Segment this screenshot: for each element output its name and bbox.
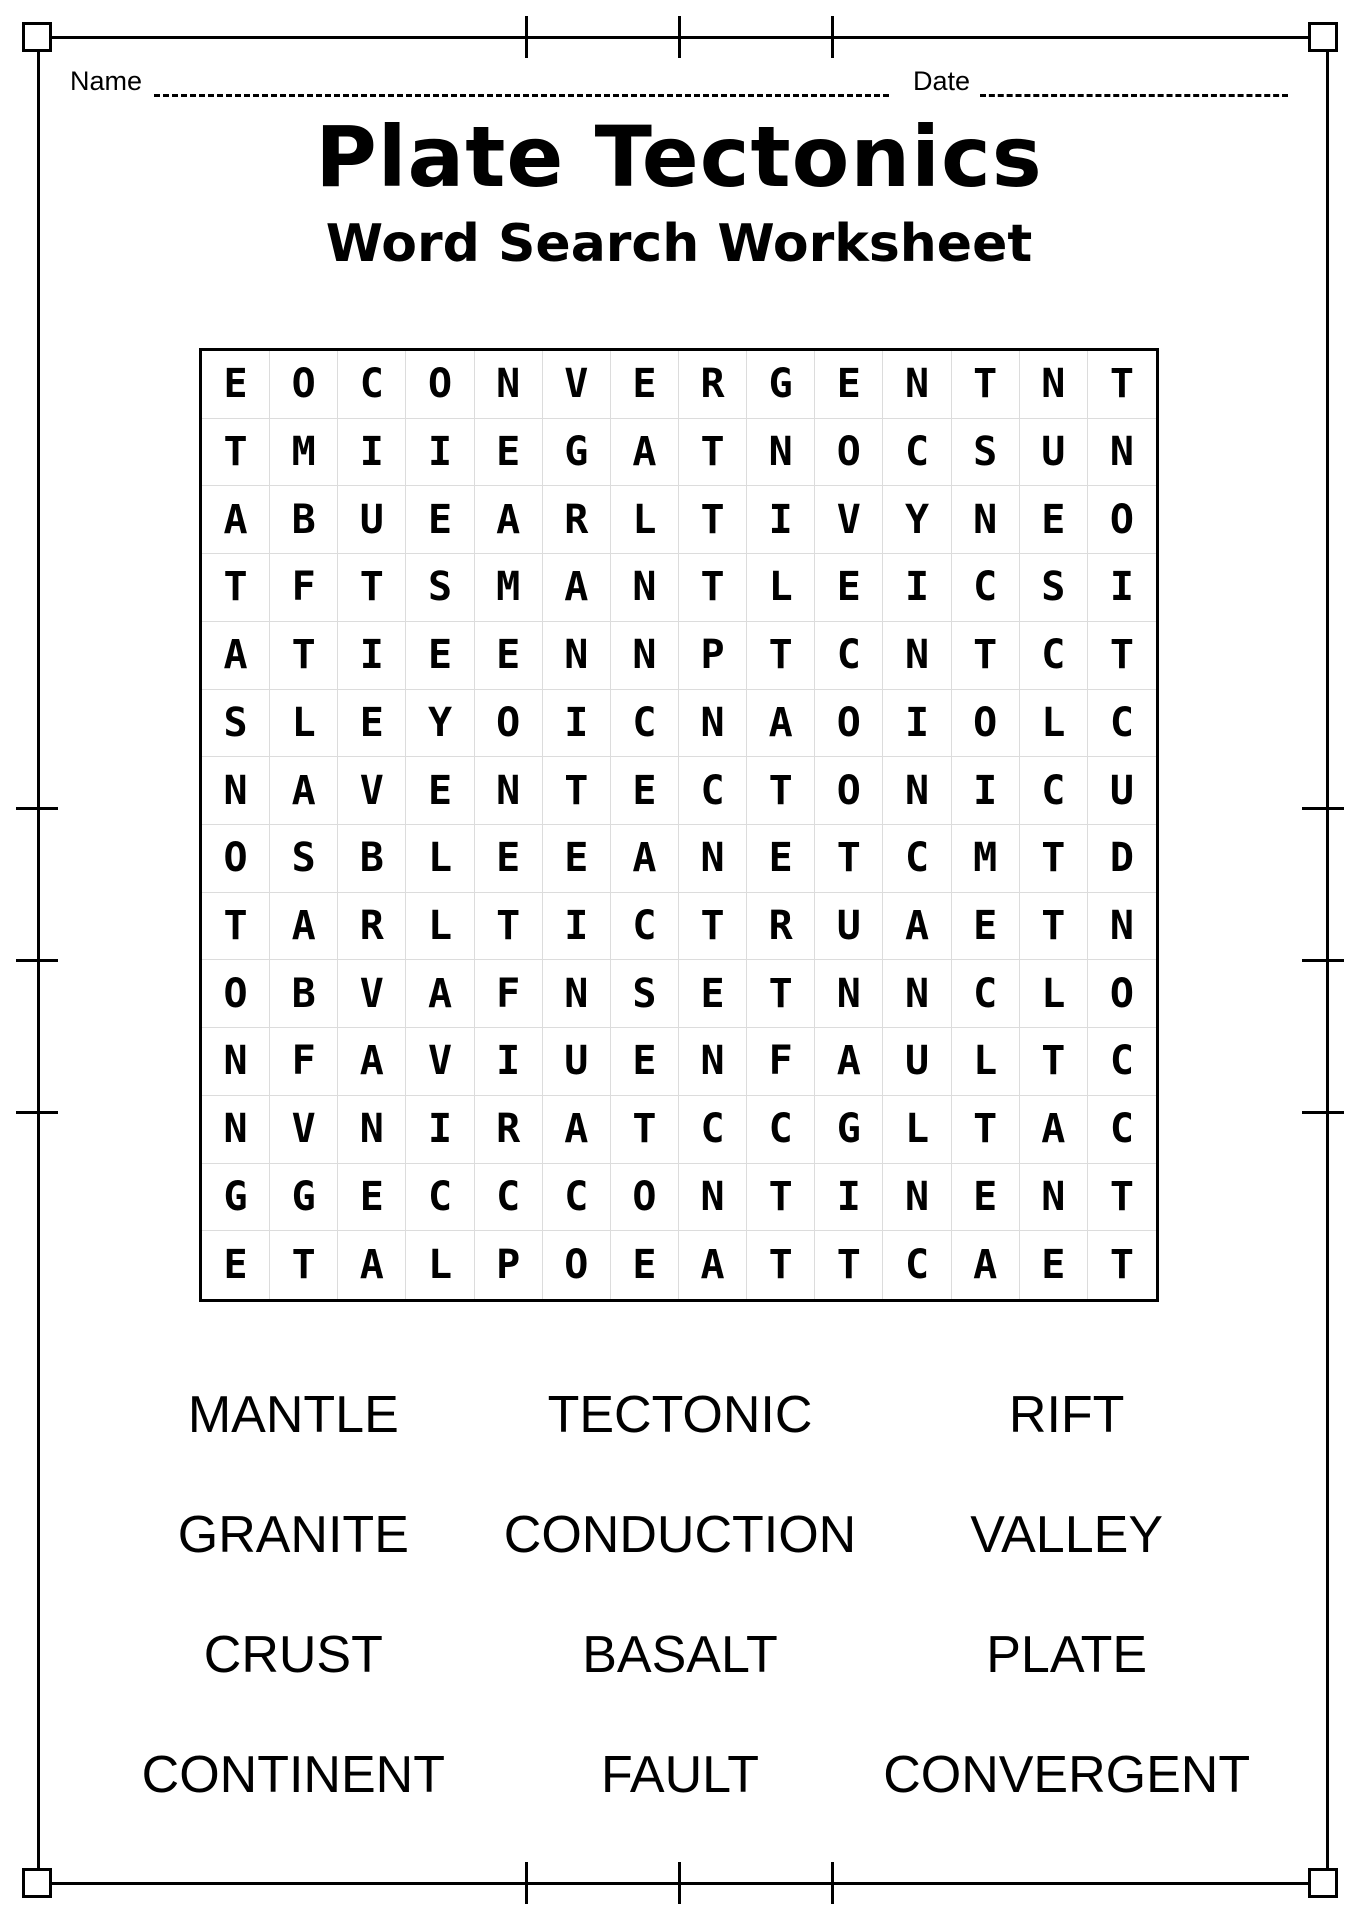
- word-list-item: CONDUCTION: [503, 1506, 857, 1564]
- corner-square-bottom-left: [22, 1868, 52, 1898]
- grid-cell[interactable]: L: [406, 1231, 474, 1299]
- grid-cell[interactable]: O: [202, 825, 270, 893]
- grid-cell[interactable]: E: [202, 351, 270, 419]
- grid-cell[interactable]: L: [1020, 960, 1088, 1028]
- word-list-item: CRUST: [203, 1626, 383, 1684]
- grid-cell[interactable]: L: [406, 825, 474, 893]
- grid-cell[interactable]: M: [952, 825, 1020, 893]
- grid-cell[interactable]: T: [679, 486, 747, 554]
- grid-cell[interactable]: T: [202, 419, 270, 487]
- grid-cell[interactable]: U: [338, 486, 406, 554]
- grid-cell[interactable]: C: [1020, 757, 1088, 825]
- grid-cell[interactable]: C: [883, 825, 951, 893]
- word-list-item: CONTINENT: [141, 1746, 445, 1804]
- grid-cell[interactable]: F: [475, 960, 543, 1028]
- grid-cell[interactable]: S: [406, 554, 474, 622]
- grid-cell[interactable]: G: [747, 351, 815, 419]
- grid-cell[interactable]: T: [815, 825, 883, 893]
- grid-cell[interactable]: V: [338, 960, 406, 1028]
- grid-cell[interactable]: F: [747, 1028, 815, 1096]
- grid-cell[interactable]: A: [475, 486, 543, 554]
- word-list-item: CONVERGENT: [883, 1746, 1251, 1804]
- grid-cell[interactable]: S: [952, 419, 1020, 487]
- grid-cell[interactable]: A: [611, 419, 679, 487]
- grid-cell[interactable]: O: [543, 1231, 611, 1299]
- grid-cell[interactable]: N: [883, 622, 951, 690]
- grid-cell[interactable]: V: [338, 757, 406, 825]
- grid-cell[interactable]: T: [1088, 622, 1156, 690]
- grid-cell[interactable]: C: [952, 960, 1020, 1028]
- name-label: Name: [70, 66, 143, 96]
- grid-cell[interactable]: E: [338, 690, 406, 758]
- grid-cell[interactable]: N: [747, 419, 815, 487]
- grid-cell[interactable]: N: [338, 1096, 406, 1164]
- grid-cell[interactable]: I: [747, 486, 815, 554]
- grid-cell[interactable]: T: [270, 622, 338, 690]
- grid-cell[interactable]: C: [475, 1164, 543, 1232]
- word-list-item: RIFT: [1008, 1386, 1125, 1444]
- grid-cell[interactable]: E: [406, 757, 474, 825]
- grid-cell[interactable]: Y: [406, 690, 474, 758]
- grid-cell[interactable]: T: [1020, 1028, 1088, 1096]
- grid-cell[interactable]: T: [952, 1096, 1020, 1164]
- grid-cell[interactable]: T: [338, 554, 406, 622]
- name-date-row: [70, 66, 1290, 100]
- word-search-grid: [199, 348, 1159, 1302]
- grid-cell[interactable]: A: [202, 486, 270, 554]
- grid-cell[interactable]: U: [1020, 419, 1088, 487]
- border-tick: [678, 16, 681, 58]
- grid-cell[interactable]: A: [338, 1028, 406, 1096]
- grid-cell[interactable]: T: [747, 1164, 815, 1232]
- border-tick: [16, 1111, 58, 1114]
- grid-cell[interactable]: I: [475, 1028, 543, 1096]
- grid-cell[interactable]: C: [883, 419, 951, 487]
- grid-cell[interactable]: L: [747, 554, 815, 622]
- grid-cell[interactable]: O: [815, 690, 883, 758]
- grid-cell[interactable]: T: [1109, 1242, 1134, 1289]
- border-tick: [525, 1862, 528, 1904]
- border-tick: [1302, 807, 1344, 810]
- word-list-item: MANTLE: [187, 1386, 399, 1444]
- word-bank: [100, 1385, 1260, 1865]
- corner-square-top-left: [22, 22, 52, 52]
- grid-cell[interactable]: T: [270, 1231, 338, 1299]
- border-tick: [525, 16, 528, 58]
- grid-cell[interactable]: G: [543, 419, 611, 487]
- grid-cell[interactable]: O: [1088, 960, 1156, 1028]
- grid-cell[interactable]: T: [611, 1096, 679, 1164]
- grid-cell[interactable]: T: [679, 554, 747, 622]
- grid-cell[interactable]: U: [1088, 757, 1156, 825]
- grid-cell[interactable]: E: [815, 351, 883, 419]
- grid-cell[interactable]: N: [883, 757, 951, 825]
- grid-cell[interactable]: N: [1088, 419, 1156, 487]
- grid-cell[interactable]: E: [406, 486, 474, 554]
- grid-cell[interactable]: V: [815, 486, 883, 554]
- grid-cell[interactable]: N: [883, 960, 951, 1028]
- word-list-item: BASALT: [582, 1626, 778, 1684]
- grid-cell[interactable]: G: [202, 1164, 270, 1232]
- grid-cell[interactable]: I: [338, 419, 406, 487]
- grid-cell[interactable]: P: [475, 1231, 543, 1299]
- grid-cell[interactable]: I: [815, 1164, 883, 1232]
- grid-cell[interactable]: P: [679, 622, 747, 690]
- word-list-item: FAULT: [601, 1746, 759, 1804]
- grid-cell[interactable]: M: [475, 554, 543, 622]
- grid-cell[interactable]: N: [543, 960, 611, 1028]
- grid-cell[interactable]: N: [202, 1096, 270, 1164]
- grid-cell[interactable]: A: [952, 1231, 1020, 1299]
- grid-cell[interactable]: Y: [883, 486, 951, 554]
- grid-cell[interactable]: O: [475, 690, 543, 758]
- grid-cell[interactable]: C: [1020, 622, 1088, 690]
- grid-cell[interactable]: E: [338, 1164, 406, 1232]
- grid-cell[interactable]: N: [611, 622, 679, 690]
- grid-cell[interactable]: R: [475, 1096, 543, 1164]
- grid-cell[interactable]: L: [270, 690, 338, 758]
- grid-cell[interactable]: S: [270, 825, 338, 893]
- grid-cell[interactable]: F: [270, 1028, 338, 1096]
- grid-cell[interactable]: N: [202, 1028, 270, 1096]
- grid-cell[interactable]: A: [883, 893, 951, 961]
- grid-cell[interactable]: I: [406, 1096, 474, 1164]
- grid-cell[interactable]: C: [883, 1231, 951, 1299]
- grid-cell[interactable]: C: [611, 690, 679, 758]
- word-list-item: TECTONIC: [547, 1386, 813, 1444]
- name-field[interactable]: [154, 94, 889, 97]
- date-label: Date: [913, 66, 971, 96]
- grid-cell[interactable]: N: [475, 757, 543, 825]
- grid-cell[interactable]: A: [679, 1231, 747, 1299]
- grid-cell[interactable]: T: [202, 893, 270, 961]
- word-list-item: GRANITE: [177, 1506, 409, 1564]
- grid-cell[interactable]: E: [406, 622, 474, 690]
- grid-cell[interactable]: B: [270, 486, 338, 554]
- grid-cell[interactable]: I: [883, 690, 951, 758]
- grid-cell[interactable]: T: [815, 1231, 883, 1299]
- grid-cell[interactable]: V: [543, 351, 611, 419]
- grid-cell[interactable]: I: [338, 622, 406, 690]
- grid-cell[interactable]: E: [1020, 1231, 1088, 1299]
- word-list-item: VALLEY: [970, 1506, 1164, 1564]
- grid-cell[interactable]: N: [1020, 351, 1088, 419]
- grid-cell[interactable]: C: [1088, 1096, 1156, 1164]
- grid-cell[interactable]: T: [679, 419, 747, 487]
- grid-cell[interactable]: T: [475, 893, 543, 961]
- grid-cell[interactable]: U: [543, 1028, 611, 1096]
- grid-cell[interactable]: I: [883, 554, 951, 622]
- grid-cell[interactable]: T: [543, 757, 611, 825]
- grid-cell[interactable]: V: [270, 1096, 338, 1164]
- grid-cell[interactable]: O: [611, 1164, 679, 1232]
- grid-cell[interactable]: E: [611, 1028, 679, 1096]
- grid-cell[interactable]: L: [406, 893, 474, 961]
- grid-cell[interactable]: T: [679, 893, 747, 961]
- grid-cell[interactable]: S: [1020, 554, 1088, 622]
- grid-cell[interactable]: E: [952, 893, 1020, 961]
- grid-cell[interactable]: R: [338, 893, 406, 961]
- grid-cell[interactable]: G: [815, 1096, 883, 1164]
- grid-cell[interactable]: C: [747, 1096, 815, 1164]
- grid-cell[interactable]: U: [815, 893, 883, 961]
- grid-cell[interactable]: C: [543, 1164, 611, 1232]
- grid-cell[interactable]: E: [747, 825, 815, 893]
- grid-cell[interactable]: E: [611, 1231, 679, 1299]
- grid-cell[interactable]: O: [270, 351, 338, 419]
- grid-cell[interactable]: I: [952, 757, 1020, 825]
- grid-cell[interactable]: F: [270, 554, 338, 622]
- grid-cell[interactable]: E: [1020, 486, 1088, 554]
- date-field[interactable]: [980, 94, 1288, 97]
- grid-cell[interactable]: O: [815, 757, 883, 825]
- grid-cell[interactable]: C: [815, 622, 883, 690]
- grid-cell[interactable]: A: [815, 1028, 883, 1096]
- corner-square-top-right: [1308, 22, 1338, 52]
- grid-cell[interactable]: N: [475, 351, 543, 419]
- grid-cell[interactable]: T: [747, 960, 815, 1028]
- grid-cell[interactable]: O: [952, 690, 1020, 758]
- grid-cell[interactable]: A: [270, 757, 338, 825]
- grid-cell[interactable]: A: [202, 622, 270, 690]
- grid-cell[interactable]: N: [202, 757, 270, 825]
- grid-cell[interactable]: B: [338, 825, 406, 893]
- grid-cell[interactable]: T: [1020, 825, 1088, 893]
- corner-square-bottom-right: [1308, 1868, 1338, 1898]
- grid-cell[interactable]: L: [883, 1096, 951, 1164]
- grid-cell[interactable]: I: [543, 893, 611, 961]
- grid-cell[interactable]: N: [883, 1164, 951, 1232]
- grid-cell[interactable]: A: [543, 554, 611, 622]
- word-list-item: PLATE: [986, 1626, 1148, 1684]
- page-subtitle: Word Search Worksheet: [325, 214, 1033, 274]
- grid-cell[interactable]: E: [815, 554, 883, 622]
- border-tick: [831, 16, 834, 58]
- grid-cell[interactable]: N: [679, 825, 747, 893]
- grid-cell[interactable]: T: [1088, 351, 1156, 419]
- grid-cell[interactable]: B: [270, 960, 338, 1028]
- border-tick: [678, 1862, 681, 1904]
- grid-cell[interactable]: C: [952, 554, 1020, 622]
- grid-cell[interactable]: C: [1088, 690, 1156, 758]
- grid-cell[interactable]: O: [815, 419, 883, 487]
- grid-cell[interactable]: N: [1088, 893, 1156, 961]
- grid-cell[interactable]: M: [270, 419, 338, 487]
- grid-cell[interactable]: T: [952, 351, 1020, 419]
- grid-cell[interactable]: S: [611, 960, 679, 1028]
- grid-cell[interactable]: N: [543, 622, 611, 690]
- grid-cell[interactable]: L: [1020, 690, 1088, 758]
- grid-cell[interactable]: S: [202, 690, 270, 758]
- grid-cell[interactable]: C: [1088, 1028, 1156, 1096]
- grid-cell[interactable]: N: [679, 690, 747, 758]
- border-tick: [16, 959, 58, 962]
- grid-cell[interactable]: E: [952, 1164, 1020, 1232]
- grid-cell[interactable]: A: [747, 690, 815, 758]
- grid-cell[interactable]: C: [338, 351, 406, 419]
- border-tick: [1302, 959, 1344, 962]
- grid-cell[interactable]: E: [202, 1231, 270, 1299]
- grid-cell[interactable]: E: [611, 351, 679, 419]
- grid-cell[interactable]: V: [406, 1028, 474, 1096]
- grid-cell[interactable]: R: [679, 351, 747, 419]
- grid-cell[interactable]: N: [883, 351, 951, 419]
- grid-cell[interactable]: E: [611, 757, 679, 825]
- grid-cell[interactable]: N: [679, 1028, 747, 1096]
- grid-cell[interactable]: C: [611, 893, 679, 961]
- grid-cell[interactable]: I: [543, 690, 611, 758]
- grid-cell[interactable]: C: [679, 757, 747, 825]
- grid-cell[interactable]: T: [1020, 893, 1088, 961]
- grid-cell[interactable]: L: [611, 486, 679, 554]
- grid-cell[interactable]: A: [543, 1096, 611, 1164]
- grid-cell[interactable]: A: [611, 825, 679, 893]
- grid-cell[interactable]: T: [952, 622, 1020, 690]
- grid-cell[interactable]: C: [679, 1096, 747, 1164]
- grid-cell[interactable]: E: [543, 825, 611, 893]
- grid-cell[interactable]: A: [338, 1231, 406, 1299]
- grid-cell[interactable]: I: [406, 419, 474, 487]
- grid-cell[interactable]: O: [202, 960, 270, 1028]
- grid-cell[interactable]: D: [1088, 825, 1156, 893]
- grid-cell[interactable]: N: [952, 486, 1020, 554]
- grid-cell[interactable]: I: [1088, 554, 1156, 622]
- grid-cell[interactable]: N: [1020, 1164, 1088, 1232]
- grid-cell[interactable]: U: [883, 1028, 951, 1096]
- grid-cell[interactable]: N: [611, 554, 679, 622]
- grid-cell[interactable]: O: [1088, 486, 1156, 554]
- grid-cell[interactable]: A: [1020, 1096, 1088, 1164]
- grid-cell[interactable]: A: [270, 893, 338, 961]
- grid-cell[interactable]: E: [475, 622, 543, 690]
- grid-cell[interactable]: C: [406, 1164, 474, 1232]
- grid-cell[interactable]: A: [406, 960, 474, 1028]
- grid-cell[interactable]: T: [747, 1231, 815, 1299]
- grid-cell[interactable]: E: [475, 419, 543, 487]
- border-tick: [16, 807, 58, 810]
- grid-cell[interactable]: N: [815, 960, 883, 1028]
- border-tick: [831, 1862, 834, 1904]
- grid-cell[interactable]: T: [202, 554, 270, 622]
- grid-cell[interactable]: L: [952, 1028, 1020, 1096]
- grid-cell[interactable]: E: [679, 960, 747, 1028]
- grid-cell[interactable]: R: [747, 893, 815, 961]
- grid-cell[interactable]: T: [747, 757, 815, 825]
- page-title: Plate Tectonics: [315, 108, 1043, 206]
- grid-cell[interactable]: O: [406, 351, 474, 419]
- grid-cell[interactable]: E: [475, 825, 543, 893]
- grid-cell[interactable]: R: [543, 486, 611, 554]
- grid-cell[interactable]: G: [270, 1164, 338, 1232]
- grid-cell[interactable]: T: [1088, 1164, 1156, 1232]
- grid-cell[interactable]: N: [679, 1164, 747, 1232]
- grid-cell[interactable]: T: [747, 622, 815, 690]
- border-tick: [1302, 1111, 1344, 1114]
